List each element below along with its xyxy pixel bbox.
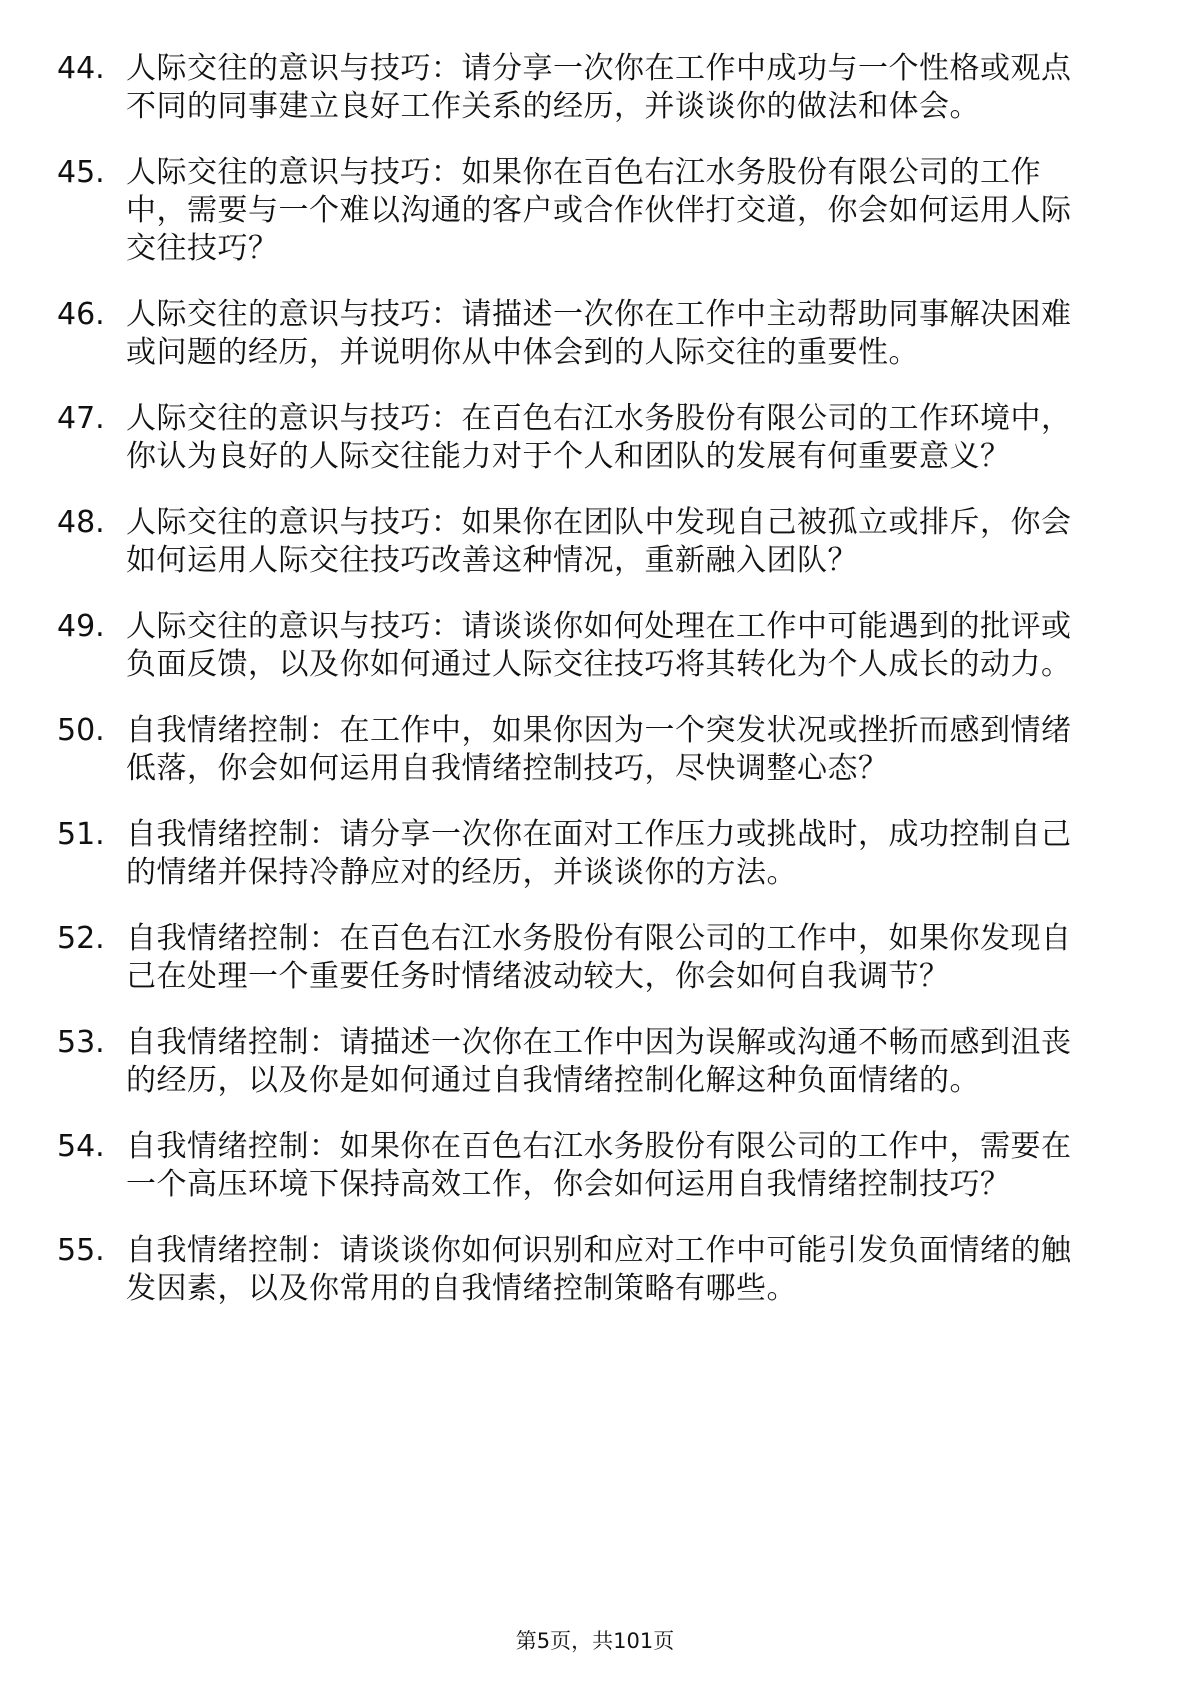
question-item <box>0 712 1190 788</box>
question-list <box>0 50 1190 1336</box>
question-item <box>0 504 1190 580</box>
question-text: 自我情绪控制：如果你在百色右江水务股份有限公司的工作中，需要在一个高压环境下保持高效工作，你会如何运用自我情绪控制技巧？ <box>126 1129 1072 1202</box>
question-text: 自我情绪控制：在百色右江水务股份有限公司的工作中，如果你发现自己在处理一个重要任务时情绪波动较大，你会如何自我调节？ <box>126 921 1072 994</box>
question-item <box>0 400 1190 476</box>
question-text: 人际交往的意识与技巧：如果你在百色右江水务股份有限公司的工作中，需要与一个难以沟通的客户或合作伙伴打交道，你会如何运用人际交往技巧？ <box>126 155 1072 266</box>
question-text: 人际交往的意识与技巧：如果你在团队中发现自己被孤立或排斥，你会如何运用人际交往技巧改善这种情况，重新融入团队？ <box>126 505 1072 578</box>
question-number: 50. <box>57 713 105 748</box>
question-text: 自我情绪控制：请谈谈你如何识别和应对工作中可能引发负面情绪的触发因素，以及你常用的自我情绪控制策略有哪些。 <box>126 1233 1072 1306</box>
question-text: 人际交往的意识与技巧：在百色右江水务股份有限公司的工作环境中，你认为良好的人际交往能力对于个人和团队的发展有何重要意义？ <box>126 401 1072 474</box>
question-item <box>0 816 1190 892</box>
question-text: 自我情绪控制：请描述一次你在工作中因为误解或沟通不畅而感到沮丧的经历，以及你是如何通过自我情绪控制化解这种负面情绪的。 <box>126 1025 1072 1098</box>
question-item <box>0 608 1190 684</box>
question-text: 人际交往的意识与技巧：请描述一次你在工作中主动帮助同事解决困难或问题的经历，并说明你从中体会到的人际交往的重要性。 <box>126 297 1072 370</box>
question-number: 55. <box>57 1233 105 1268</box>
question-item <box>0 154 1190 268</box>
question-item <box>0 50 1190 126</box>
question-item <box>0 1128 1190 1204</box>
page-number: 第5页，共101页 <box>515 1629 675 1653</box>
question-item <box>0 920 1190 996</box>
question-number: 52. <box>57 921 105 956</box>
question-text: 人际交往的意识与技巧：请谈谈你如何处理在工作中可能遇到的批评或负面反馈，以及你如何通过人际交往技巧将其转化为个人成长的动力。 <box>126 609 1072 682</box>
question-number: 48. <box>57 505 105 540</box>
question-number: 45. <box>57 155 105 190</box>
question-number: 47. <box>57 401 105 436</box>
question-text: 人际交往的意识与技巧：请分享一次你在工作中成功与一个性格或观点不同的同事建立良好工作关系的经历，并谈谈你的做法和体会。 <box>126 51 1072 124</box>
question-text: 自我情绪控制：在工作中，如果你因为一个突发状况或挫折而感到情绪低落，你会如何运用自我情绪控制技巧，尽快调整心态？ <box>126 713 1072 786</box>
question-number: 49. <box>57 609 105 644</box>
question-number: 54. <box>57 1129 105 1164</box>
question-number: 53. <box>57 1025 105 1060</box>
question-number: 51. <box>57 817 105 852</box>
question-item <box>0 1232 1190 1308</box>
question-number: 46. <box>57 297 105 332</box>
question-item <box>0 1024 1190 1100</box>
question-number: 44. <box>57 51 105 86</box>
question-text: 自我情绪控制：请分享一次你在面对工作压力或挑战时，成功控制自己的情绪并保持冷静应对的经历，并谈谈你的方法。 <box>126 817 1072 890</box>
question-item <box>0 296 1190 372</box>
